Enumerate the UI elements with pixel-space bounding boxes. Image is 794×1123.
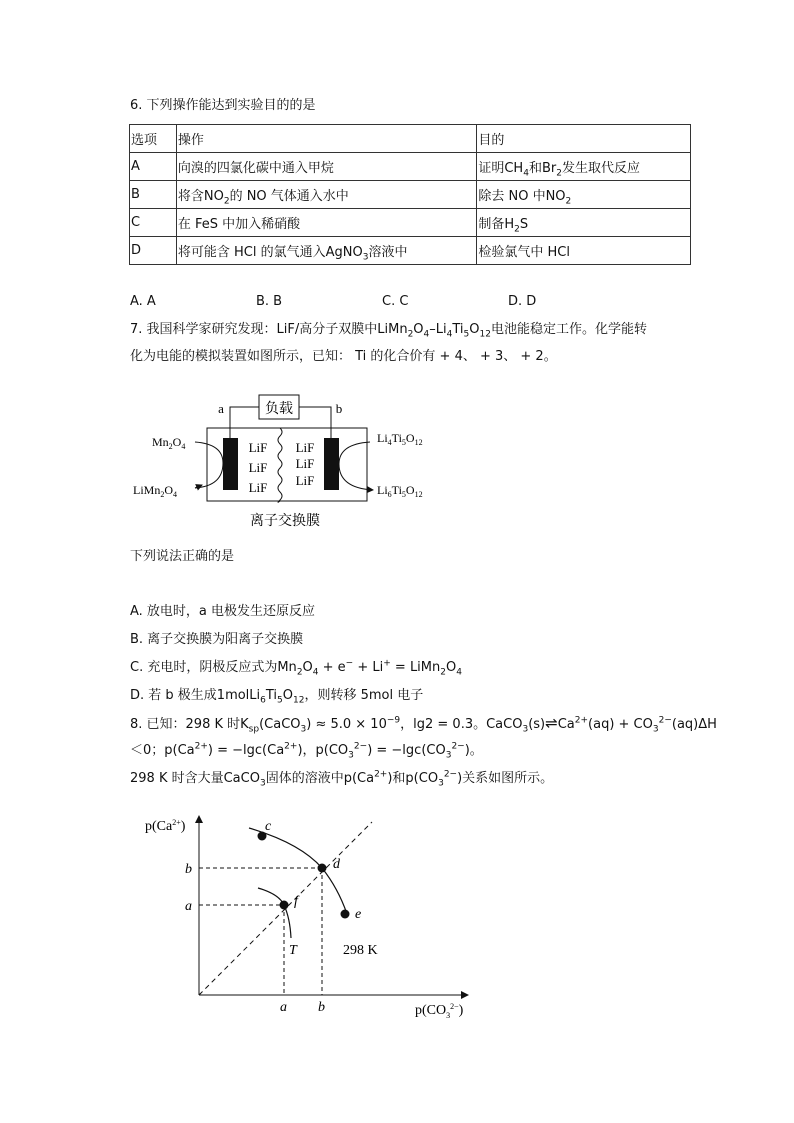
q6-stem: 6. 下列操作能达到实验目的的是 — [130, 98, 316, 113]
row-option: D — [130, 237, 177, 265]
q6-options-table — [129, 124, 691, 265]
row-purpose: 制备$H_2S$ — [477, 209, 691, 237]
x-tick-a: a — [280, 1000, 287, 1015]
curve-298k-label: 298 K — [343, 943, 378, 958]
q6-choice-a: A. A — [130, 294, 156, 309]
y-axis-label: $p(Ca^{2+})$ — [145, 818, 186, 834]
row-option: A — [130, 153, 177, 181]
q6-choice-d: D. D — [508, 294, 537, 309]
header-purpose: 目的 — [477, 125, 691, 153]
lif-left-1: LiF — [248, 440, 268, 455]
table-header-row — [130, 125, 691, 153]
y-tick-a: a — [185, 899, 192, 914]
q7-choice-b: B. 离子交换膜为阳离子交换膜 — [130, 632, 304, 647]
row-operation: 将含$NO_2$的 NO 气体通入水中 — [176, 181, 476, 209]
label-li4ti5o12: $Li_4Ti_5O_{12}$ — [377, 431, 423, 447]
point-f — [280, 901, 289, 910]
label-li6ti5o12: $Li_6Ti_5O_{12}$ — [377, 483, 423, 499]
right-curve-arrow — [339, 442, 373, 490]
q6-choice-c: C. C — [382, 294, 409, 309]
curve-t-label: T — [289, 943, 297, 958]
point-d-label: d — [333, 857, 340, 872]
electrode-a — [223, 438, 238, 490]
q7-choice-a: A. 放电时，a 电极发生还原反应 — [130, 604, 316, 619]
lif-right-2: LiF — [295, 456, 315, 471]
point-c-label: c — [265, 819, 272, 834]
row-purpose: 证明$CH_4$和$Br_2$发生取代反应 — [477, 153, 691, 181]
q7-stem-line2: 化为电能的模拟装置如图所示，已知： Ti 的化合价有 + 4、 + 3、 + 2。 — [130, 349, 557, 364]
lif-left-2: LiF — [248, 460, 268, 475]
lif-right-3: LiF — [295, 473, 315, 488]
row-option: B — [130, 181, 177, 209]
q8-stem-line3: 298 K 时含大量CaCO$_3$固体的溶液中$p(Ca^{2+})$和$p(CO_3^{2-})$关系如图所示。 — [130, 769, 554, 789]
right-wire — [299, 407, 331, 438]
label-limn2o4: $LiMn_2O_4$ — [133, 483, 178, 499]
pca-pco3-graph — [125, 808, 480, 1023]
q7-stem-line1: 7. 我国科学家研究发现：LiF/高分子双膜中$LiMn_2O_4-Li_4Ti_5O_{12}$电池能稳定工作。化学能转 — [130, 322, 647, 340]
point-e-label: e — [355, 907, 362, 922]
load-label: 负载 — [265, 402, 293, 417]
row-purpose: 检验氯气中 HCl — [477, 237, 691, 265]
electrode-b-label: b — [335, 401, 343, 416]
q6-choice-b: B. B — [256, 294, 283, 309]
y-tick-b: b — [185, 862, 192, 877]
lif-left-3: LiF — [248, 480, 268, 495]
table-row — [130, 181, 691, 209]
header-operation: 操作 — [176, 125, 476, 153]
lif-right-1: LiF — [295, 440, 315, 455]
point-d — [318, 864, 327, 873]
q7-prompt: 下列说法正确的是 — [130, 549, 235, 564]
row-purpose: 除去 NO 中$NO_2$ — [477, 181, 691, 209]
row-option: C — [130, 209, 177, 237]
x-tick-b: b — [318, 1000, 325, 1015]
battery-diagram — [125, 388, 455, 533]
point-e — [341, 910, 350, 919]
row-operation: 将可能含 HCl 的氯气通入AgNO$_3$溶液中 — [176, 237, 476, 265]
table-row — [130, 209, 691, 237]
q8-stem-line2: ＜0；$p(Ca^{2+}) = -\lg c(Ca^{2+})$，$p(CO_3^{2-}) = -\lg c(CO_3^{2-})$。 — [130, 741, 483, 761]
point-f-label: f — [294, 894, 298, 909]
x-axis-label: $p(CO_3^{2-})$ — [415, 1002, 464, 1020]
q7-choice-d: D. 若 b 极生成$1molLi_6Ti_5O_{12}$，则转移 5mol 电子 — [130, 688, 424, 706]
left-wire — [230, 407, 259, 438]
membrane-label: 离子交换膜 — [250, 514, 320, 529]
electrode-b — [324, 438, 339, 490]
table-row — [130, 153, 691, 181]
q7-choice-c: C. 充电时，阴极反应式为$Mn_2O_4 + e^- + Li^+$ = $LiMn_2O_4$ — [130, 658, 462, 678]
row-operation: 在 FeS 中加入稀硝酸 — [176, 209, 476, 237]
left-curve-arrow — [195, 442, 223, 488]
header-option: 选项 — [130, 125, 177, 153]
label-mn2o4: $Mn_2O_4$ — [152, 435, 186, 451]
table-row — [130, 237, 691, 265]
row-operation: 向溴的四氯化碳中通入甲烷 — [176, 153, 476, 181]
electrode-a-label: a — [218, 401, 224, 416]
q8-stem-line1: 8. 已知：298 K 时$K_{sp}(CaCO_3) \approx 5.0 \times 10^{-9}$，lg2 = 0.3。$CaCO_3(s)\rightleftharpoons Ca^{2+}(aq) + CO_3^{2-}(aq)\Delta H$ — [130, 714, 717, 735]
ion-exchange-membrane — [278, 428, 282, 502]
